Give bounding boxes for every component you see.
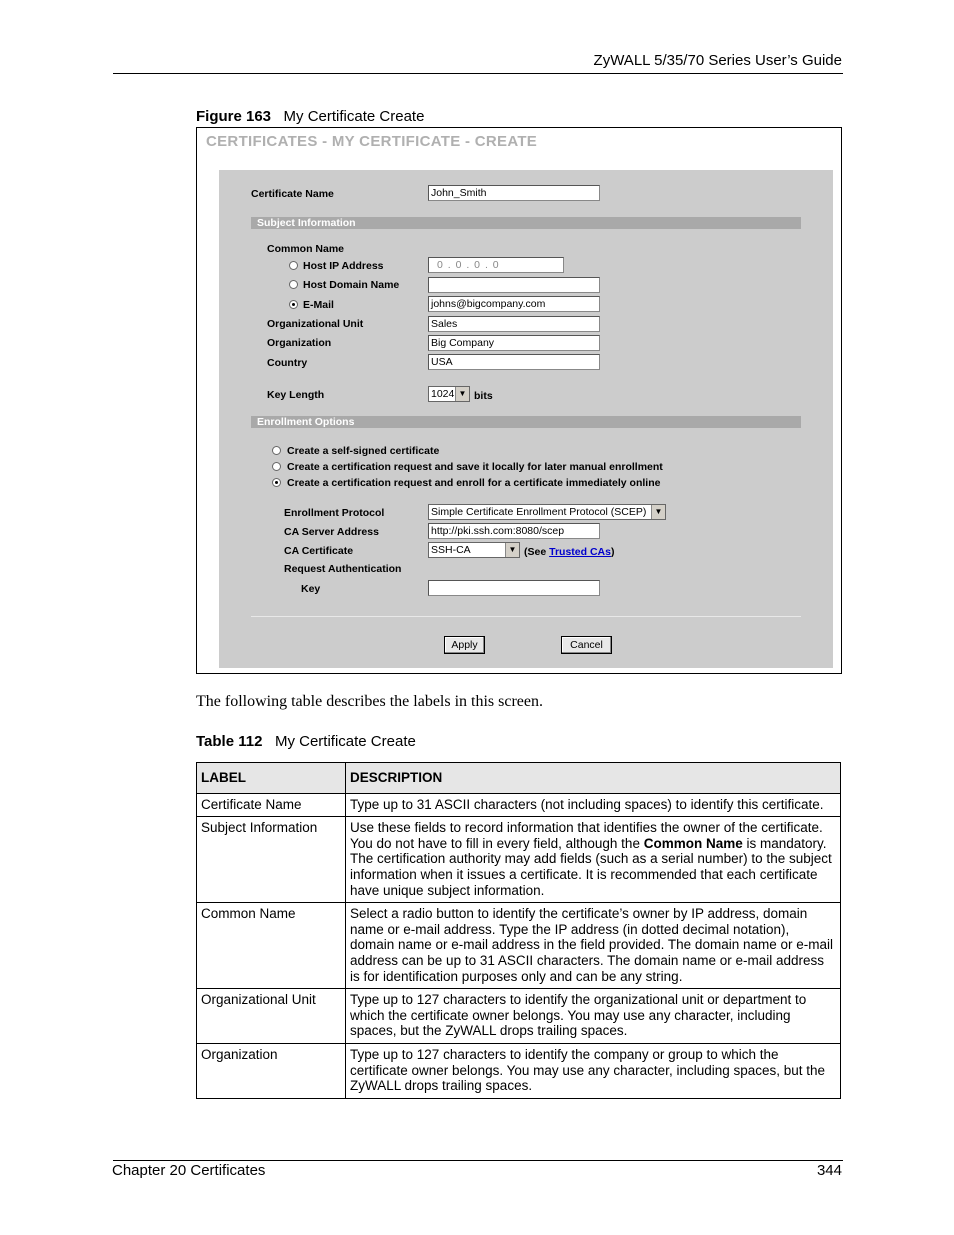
chevron-down-icon: ▼ (651, 505, 665, 519)
table-row (197, 817, 841, 903)
ca-server-label: CA Server Address (284, 526, 379, 538)
save-locally-label: Create a certification request and save it locally for later manual enrollment (287, 461, 663, 473)
row-label: Certificate Name (197, 793, 346, 817)
chevron-down-icon: ▼ (455, 387, 469, 401)
see-trusted-cas (524, 546, 614, 558)
row-description-part: Use these fields to record information that identifies the owner of the certificate. You do not have to fill in every field, although the (350, 820, 823, 851)
running-header: ZyWALL 5/35/70 Series User’s Guide (593, 52, 842, 69)
country-label: Country (267, 357, 308, 369)
row-description-bold: Common Name (643, 835, 743, 851)
ca-certificate-select[interactable] (428, 542, 520, 558)
host-ip-label: Host IP Address (303, 260, 384, 272)
host-ip-input[interactable]: 0 . 0 . 0 . 0 (428, 257, 564, 273)
key-label: Key (301, 583, 321, 595)
chevron-down-icon: ▼ (505, 543, 519, 557)
organization-input[interactable]: Big Company (428, 335, 600, 351)
table-row (197, 793, 841, 817)
intro-text: The following table describes the labels in this screen. (196, 693, 544, 710)
screenshot-frame (196, 127, 842, 674)
header-rule (113, 73, 843, 74)
figure-caption (196, 108, 424, 125)
country-input[interactable]: USA (428, 354, 600, 370)
request-auth-label: Request Authentication (284, 563, 402, 575)
cancel-button[interactable]: Cancel (561, 636, 612, 654)
email-label: E-Mail (303, 299, 334, 311)
column-header-label: LABEL (197, 763, 346, 794)
ca-server-input[interactable]: http://pki.ssh.com:8080/scep (428, 523, 600, 539)
trusted-cas-link[interactable]: Trusted CAs (549, 546, 611, 558)
email-input[interactable]: johns@bigcompany.com (428, 296, 600, 312)
row-label: Subject Information (197, 817, 346, 903)
footer-chapter: Chapter 20 Certificates (112, 1162, 266, 1179)
email-radio[interactable] (289, 300, 298, 309)
key-length-select[interactable] (428, 386, 470, 402)
see-suffix: ) (610, 546, 615, 558)
table-header-row (197, 763, 841, 794)
host-domain-input[interactable] (428, 277, 600, 293)
row-description-part: is mandatory. The certification authority may add fields (such as a serial number) to the subject information when it issues a certificate. It is recommended that each certificate have unique subject information. (350, 835, 832, 898)
host-domain-radio[interactable] (289, 280, 298, 289)
column-header-description: DESCRIPTION (346, 763, 841, 794)
see-prefix: (See (524, 546, 550, 558)
row-description: Type up to 31 ASCII characters (not including spaces) to identify this certificate. (346, 793, 841, 817)
common-name-label: Common Name (267, 243, 345, 255)
figure-label: Figure 163 (196, 108, 272, 125)
enrollment-options-bar: Enrollment Options (251, 416, 801, 428)
org-unit-input[interactable]: Sales (428, 316, 600, 332)
figure-title: My Certificate Create (283, 108, 425, 125)
enroll-online-label: Create a certification request and enroll for a certificate immediately online (287, 477, 661, 489)
key-length-value: 1024 (431, 388, 455, 400)
footer-rule (113, 1160, 843, 1161)
key-input[interactable] (428, 580, 600, 596)
row-label: Organization (197, 1043, 346, 1098)
host-ip-radio[interactable] (289, 261, 298, 270)
row-description: Select a radio button to identify the certificate’s owner by IP address, domain name or e-mail address. Type the IP address (in dotted decimal notation), domain name or e-mail address in the field provided. The domain name or e-mail address can be up to 31 ASCII characters. The domain name or e-mail address is for identification purposes only and can be any string. (346, 903, 841, 989)
enrollment-protocol-label: Enrollment Protocol (284, 507, 385, 519)
host-domain-label: Host Domain Name (303, 279, 400, 291)
self-signed-radio[interactable] (272, 446, 281, 455)
self-signed-label: Create a self-signed certificate (287, 445, 440, 457)
enrollment-protocol-value: Simple Certificate Enrollment Protocol (SCEP) (431, 506, 647, 518)
row-description (346, 817, 841, 903)
enroll-online-radio[interactable] (272, 478, 281, 487)
certificate-form (219, 170, 833, 668)
table-label: Table 112 (196, 733, 263, 750)
table-row (197, 989, 841, 1044)
save-locally-radio[interactable] (272, 462, 281, 471)
table-row (197, 903, 841, 989)
subject-information-bar: Subject Information (251, 217, 801, 229)
ca-certificate-label: CA Certificate (284, 545, 354, 557)
enrollment-protocol-select[interactable] (428, 504, 666, 520)
key-length-unit: bits (474, 390, 493, 402)
certificate-name-input[interactable]: John_Smith (428, 185, 600, 201)
ca-certificate-value: SSH-CA (431, 544, 471, 556)
row-description: Type up to 127 characters to identify the organizational unit or department to which the certificate owner belongs. You may use any character, including spaces, but the ZyWALL drops trailing spaces. (346, 989, 841, 1044)
org-unit-label: Organizational Unit (267, 318, 364, 330)
row-label: Organizational Unit (197, 989, 346, 1044)
table-row (197, 1043, 841, 1098)
form-divider (251, 616, 801, 617)
table-title: My Certificate Create (274, 733, 416, 750)
key-length-label: Key Length (267, 389, 325, 401)
label-description-table (196, 762, 841, 1099)
organization-label: Organization (267, 337, 332, 349)
apply-button[interactable]: Apply (444, 636, 485, 654)
page-number: 344 (816, 1162, 842, 1179)
screen-title: CERTIFICATES - MY CERTIFICATE - CREATE (206, 133, 538, 150)
row-label: Common Name (197, 903, 346, 989)
certificate-name-label: Certificate Name (251, 188, 334, 200)
row-description: Type up to 127 characters to identify the company or group to which the certificate owner belongs. You may use any character, including spaces, but the ZyWALL drops trailing spaces. (346, 1043, 841, 1098)
table-caption (196, 733, 416, 750)
